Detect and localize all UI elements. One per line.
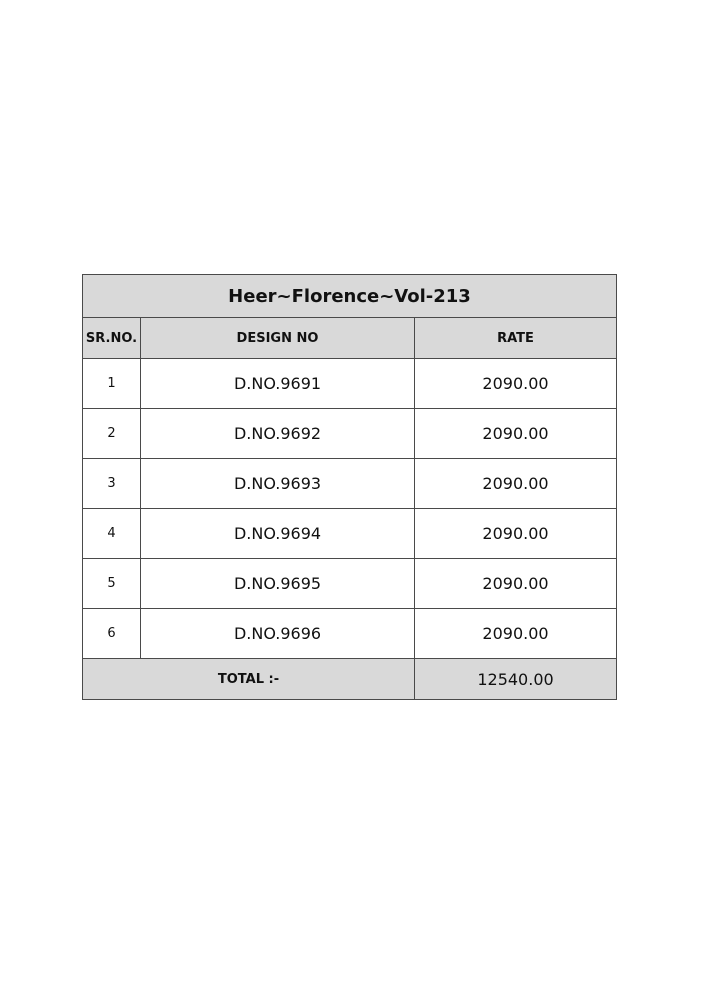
table-row xyxy=(83,609,617,659)
total-label: TOTAL :- xyxy=(83,659,415,700)
total-value: 12540.00 xyxy=(415,659,617,700)
design-cell: D.NO.9696 xyxy=(141,609,415,659)
table-row xyxy=(83,509,617,559)
table-row xyxy=(83,559,617,609)
rate-cell: 2090.00 xyxy=(415,459,617,509)
total-row xyxy=(83,659,617,700)
rate-cell: 2090.00 xyxy=(415,409,617,459)
column-header-design-no: DESIGN NO xyxy=(141,318,415,359)
design-cell: D.NO.9694 xyxy=(141,509,415,559)
rate-cell: 2090.00 xyxy=(415,509,617,559)
sr-cell: 1 xyxy=(83,359,141,409)
table-row xyxy=(83,409,617,459)
column-header-sr-no: SR.NO. xyxy=(83,318,141,359)
sr-cell: 2 xyxy=(83,409,141,459)
table-row xyxy=(83,359,617,409)
sr-cell: 3 xyxy=(83,459,141,509)
column-header-rate: RATE xyxy=(415,318,617,359)
title-row xyxy=(83,275,617,318)
sr-cell: 5 xyxy=(83,559,141,609)
design-cell: D.NO.9692 xyxy=(141,409,415,459)
table-title: Heer~Florence~Vol-213 xyxy=(83,275,617,318)
sr-cell: 4 xyxy=(83,509,141,559)
design-cell: D.NO.9693 xyxy=(141,459,415,509)
sr-cell: 6 xyxy=(83,609,141,659)
column-header-row xyxy=(83,318,617,359)
table-row xyxy=(83,459,617,509)
rate-cell: 2090.00 xyxy=(415,559,617,609)
design-cell: D.NO.9691 xyxy=(141,359,415,409)
price-table xyxy=(82,274,617,700)
rate-cell: 2090.00 xyxy=(415,609,617,659)
rate-cell: 2090.00 xyxy=(415,359,617,409)
design-cell: D.NO.9695 xyxy=(141,559,415,609)
